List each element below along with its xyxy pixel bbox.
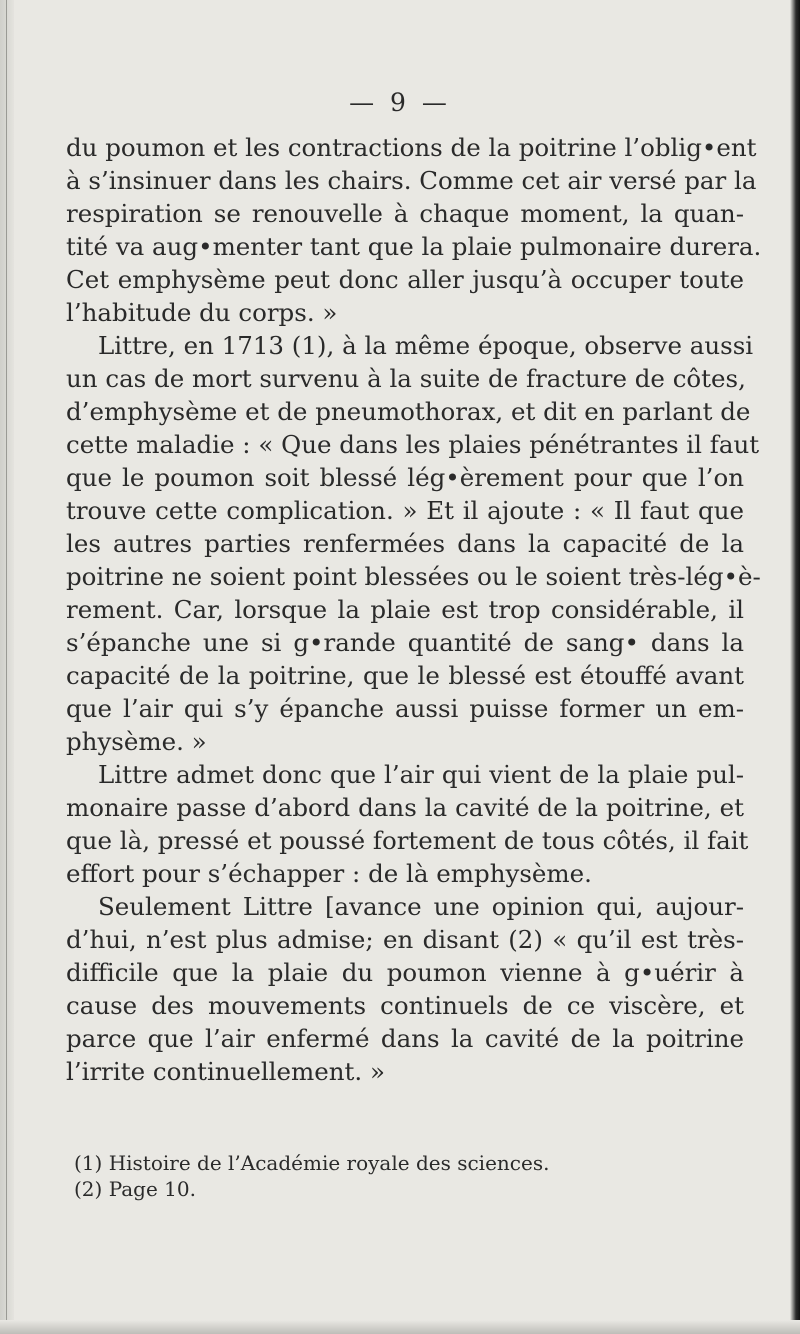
page-right-edge: [790, 0, 800, 1334]
text-line: Seulement Littre [avance une opinion qui, aujour-: [98, 892, 744, 921]
text-line: Littre, en 1713 (1), à la même époque, observe aussi: [98, 331, 754, 360]
footnote-1: (1) Histoire de l’Académie royale des sciences.: [74, 1151, 550, 1175]
text-line: parce que l’air enfermé dans la cavité de la poitrine: [66, 1024, 744, 1053]
page-number: — 9 —: [349, 88, 451, 117]
text-line: rement. Car, lorsque la plaie est trop considérable, il: [66, 595, 744, 624]
text-line: respiration se renouvelle à chaque moment, la quan-: [66, 199, 744, 228]
text-line: difficile que la plaie du poumon vienne à g•uérir à: [66, 958, 744, 987]
text-line: physème. »: [66, 727, 207, 756]
text-line: que le poumon soit blessé lég•èrement pour que l’on: [66, 463, 744, 492]
text-line: monaire passe d’abord dans la cavité de la poitrine, et: [66, 793, 744, 822]
text-line: à s’insinuer dans les chairs. Comme cet air versé par la: [66, 166, 757, 195]
text-line: que l’air qui s’y épanche aussi puisse former un em-: [66, 694, 744, 723]
footnote-2: (2) Page 10.: [74, 1177, 196, 1201]
text-line: poitrine ne soient point blessées ou le soient très-lég•è-: [66, 562, 761, 591]
text-line: Cet emphysème peut donc aller jusqu’à occuper toute: [66, 265, 744, 294]
page-spine-shadow: [0, 0, 14, 1334]
text-line: capacité de la poitrine, que le blessé est étouffé avant: [66, 661, 744, 690]
text-line: d’hui, n’est plus admise; en disant (2) « qu’il est très-: [66, 925, 744, 954]
spine-line: [6, 0, 7, 1334]
text-line: que là, pressé et poussé fortement de tous côtés, il fait: [66, 826, 749, 855]
text-line: l’irrite continuellement. »: [66, 1057, 385, 1086]
text-line: s’épanche une si g•rande quantité de sang• dans la: [66, 628, 744, 657]
text-line: trouve cette complication. » Et il ajoute : « Il faut que: [66, 496, 744, 525]
text-line: cause des mouvements continuels de ce viscère, et: [66, 991, 744, 1020]
page-bottom-edge: [0, 1320, 800, 1334]
text-line: tité va aug•menter tant que la plaie pulmonaire durera.: [66, 232, 762, 261]
text-line: effort pour s’échapper : de là emphysème.: [66, 859, 592, 888]
text-line: l’habitude du corps. »: [66, 298, 338, 327]
text-line: un cas de mort survenu à la suite de fracture de côtes,: [66, 364, 746, 393]
body-text: [66, 131, 762, 1088]
text-line: du poumon et les contractions de la poitrine l’oblig•ent: [66, 133, 757, 162]
text-line: d’emphysème et de pneumothorax, et dit en parlant de: [66, 397, 751, 426]
footnotes: [74, 1150, 734, 1202]
text-line: les autres parties renfermées dans la capacité de la: [66, 529, 744, 558]
text-line: Littre admet donc que l’air qui vient de la plaie pul-: [98, 760, 744, 789]
text-line: cette maladie : « Que dans les plaies pénétrantes il faut: [66, 430, 760, 459]
